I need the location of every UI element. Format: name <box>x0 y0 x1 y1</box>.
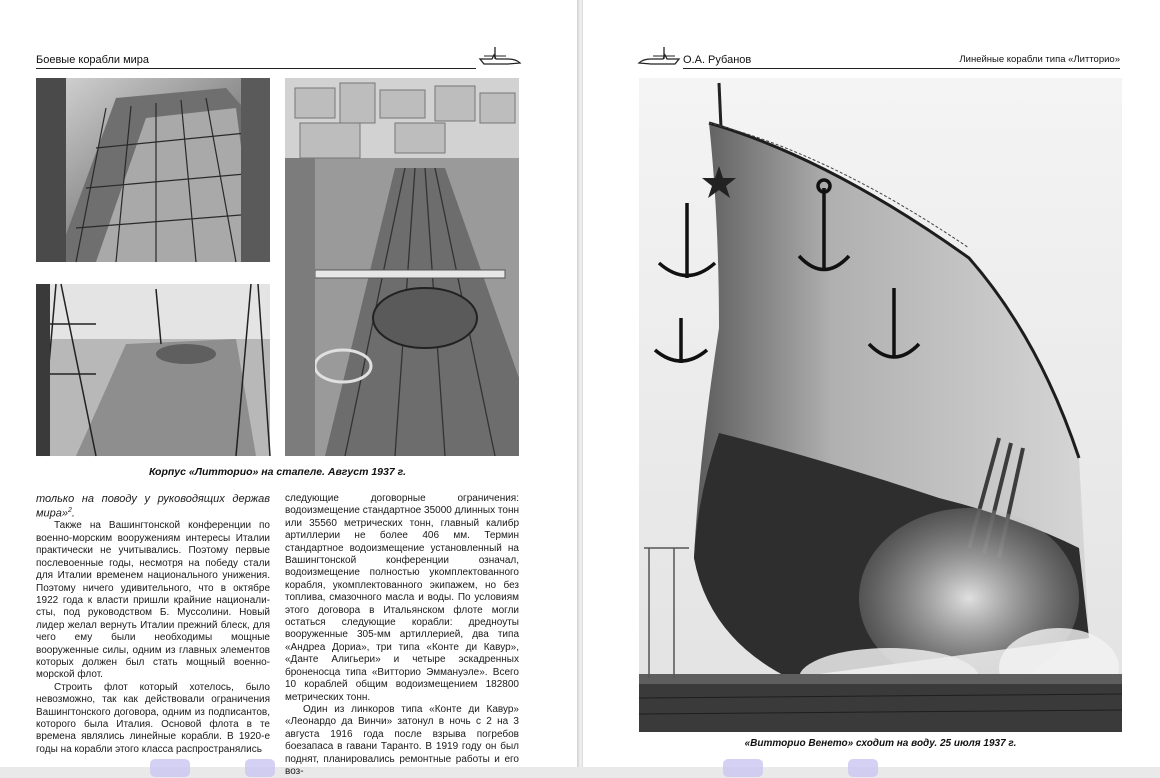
running-head-author: О.А. Рубанов <box>683 54 752 66</box>
watermark-fragment <box>723 759 763 777</box>
photo-deck-construction <box>36 284 270 456</box>
photo-caption-right: «Витторио Венето» сходит на воду. 25 июля 1937 г. <box>744 738 1017 749</box>
watermark-fragment <box>245 759 275 777</box>
running-head-title: Линейные корабли типа «Литторио» <box>959 54 1120 65</box>
paragraph-text: только на поводу у руководящих держав мира» <box>36 493 270 521</box>
photo-caption-left: Корпус «Литторио» на стапеле. Август 1937 г. <box>149 466 406 478</box>
left-page <box>0 0 577 777</box>
paragraph: Один из линкоров типа «Конте ди Кавур» «Леонардо да Винчи» затонул в ночь с 2 на 3 августа 1916 года после взрыва погребов боезапаса в гавани Таранто. В 1919 году он был поднят, планировались ремонтные работы и его воз- <box>285 703 519 777</box>
text-column-2 <box>285 493 519 778</box>
watermark-fragment <box>848 759 878 777</box>
right-page <box>583 0 1160 767</box>
paragraph: Строить флот который хотелось, было невозможно, так как действовали ограничения Вашингтонского договора, одним из подписантов, которого была Италия. Основой флота в те времена являлись линейные корабли. В 1920-е годы на корабли этого класса распространялись <box>36 681 270 755</box>
photo-hull-framework <box>36 78 270 262</box>
paragraph: Также на Вашингтонской конференции по военно-морским вооружениям интересы Италии практически не учитывались. Поэтому первые послевоенные годы, несмотря на победу стали для Италии временем национального унижения. Поэтому ничего удивительного, что в октябре 1922 года к власти пришли крайние национали-сты, под руководством Б. Муссолини. Новый лидер желал вернуть Италии прежний блеск, для чего ему были необходимы мощные вооруженные силы, одним из главных элементов которых должен был стать мощный военно-морской флот. <box>36 520 270 681</box>
header-rule-right <box>683 68 1120 69</box>
header-rule-left <box>36 68 476 69</box>
footnote-mark: 2 <box>68 507 72 515</box>
ship-silhouette-icon <box>478 44 522 68</box>
running-head-left: Боевые корабли мира <box>36 54 150 66</box>
text-column-1 <box>36 493 270 756</box>
ship-silhouette-icon <box>637 44 681 68</box>
paragraph: следующие договорные ограничения: водоизмещение стандартное 35000 длинных тонн или 35560 метрических тонн, главный калибр артиллерии не более 406 мм. Термин стандартное водоизмещение установленный на Вашингтонской конференции означал, водоизмещение полностью укомплектованного корабля, укомплектованного экипажем, но без топлива, смазочного масла и воды. По условиям этого договора в Итальянском флоте могли остаться следующие корабли: дредноуты вооруженные 305-мм артиллерией, два типа «Андреа Дориа», три типа «Конте ди Кавур», «Данте Алигьери» и четыре эскадренных броненосца типа «Витторио Эммануэле». Всего 10 кораблей общим водоизмещением 182800 метрических тонн. <box>285 493 519 703</box>
watermark-fragment <box>150 759 190 777</box>
paragraph: только на поводу у руководящих держав мира»$^2$. <box>36 493 270 521</box>
photo-slipway-aerial <box>285 78 519 456</box>
photo-ship-launch <box>639 78 1122 732</box>
